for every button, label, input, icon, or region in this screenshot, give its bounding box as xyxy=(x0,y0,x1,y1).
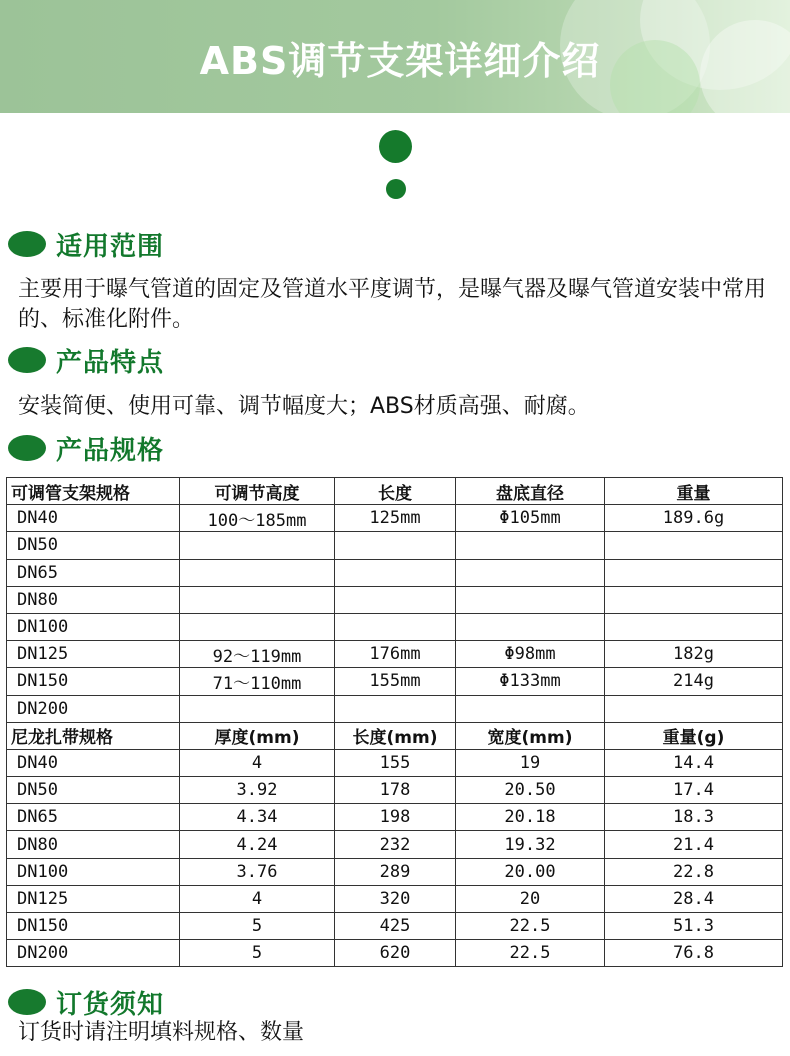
table-cell: 155 xyxy=(335,749,456,776)
table-cell xyxy=(335,586,456,613)
table-header-cell: 厚度(mm) xyxy=(180,722,335,749)
table-row xyxy=(7,613,783,640)
table-cell: 21.4 xyxy=(605,831,783,858)
table-cell: 320 xyxy=(335,885,456,912)
section-title: 产品特点 xyxy=(56,347,165,378)
table-cell: 182g xyxy=(605,641,783,668)
table-header-cell: 尼龙扎带规格 xyxy=(7,722,180,749)
table-cell xyxy=(456,532,605,559)
table-cell: 76.8 xyxy=(605,940,783,967)
table-cell xyxy=(180,613,335,640)
table-header-cell: 可调节高度 xyxy=(180,478,335,505)
table-row xyxy=(7,532,783,559)
section-features-heading xyxy=(8,342,164,378)
table-row xyxy=(7,804,783,831)
table-cell: 176mm xyxy=(335,641,456,668)
table-cell: 19.32 xyxy=(456,831,605,858)
table-cell xyxy=(180,532,335,559)
table-cell: 198 xyxy=(335,804,456,831)
table-cell: 4.24 xyxy=(180,831,335,858)
table-header-row xyxy=(7,722,783,749)
table-cell: 178 xyxy=(335,777,456,804)
table-cell: 189.6g xyxy=(605,505,783,532)
table-cell: DN65 xyxy=(7,559,180,586)
table-row xyxy=(7,885,783,912)
table-cell: 20 xyxy=(456,885,605,912)
section-features-text: 安装简便、使用可靠、调节幅度大；ABS材质高强、耐腐。 xyxy=(18,394,590,419)
table-cell: 22.5 xyxy=(456,940,605,967)
table-cell xyxy=(335,613,456,640)
table-cell: Φ133mm xyxy=(456,668,605,695)
table-cell xyxy=(180,695,335,722)
table-cell xyxy=(456,586,605,613)
table-cell: DN125 xyxy=(7,885,180,912)
table-header-row xyxy=(7,478,783,505)
table-cell: DN200 xyxy=(7,695,180,722)
table-cell: Φ98mm xyxy=(456,641,605,668)
table-cell xyxy=(605,613,783,640)
leaf-bullet-icon xyxy=(8,347,46,373)
table-cell: DN125 xyxy=(7,641,180,668)
table-cell: 155mm xyxy=(335,668,456,695)
table-cell: 51.3 xyxy=(605,913,783,940)
table-cell: DN100 xyxy=(7,858,180,885)
table-cell: 71～110mm xyxy=(180,668,335,695)
table-row xyxy=(7,831,783,858)
table-cell xyxy=(605,695,783,722)
table-cell: DN80 xyxy=(7,831,180,858)
section-title: 适用范围 xyxy=(56,231,165,262)
table-cell: 18.3 xyxy=(605,804,783,831)
table-cell: 5 xyxy=(180,940,335,967)
table-header-cell: 宽度(mm) xyxy=(456,722,605,749)
table-row xyxy=(7,777,783,804)
table-header-cell: 长度 xyxy=(335,478,456,505)
table-header-cell: 盘底直径 xyxy=(456,478,605,505)
table-cell: 20.18 xyxy=(456,804,605,831)
table-cell xyxy=(180,559,335,586)
table-cell xyxy=(605,586,783,613)
table-cell: 425 xyxy=(335,913,456,940)
section-title: 产品规格 xyxy=(56,435,165,466)
leaf-bullet-icon xyxy=(8,435,46,461)
table-cell: DN150 xyxy=(7,668,180,695)
table-row xyxy=(7,668,783,695)
spec-table xyxy=(6,477,783,967)
section-title: 订货须知 xyxy=(56,989,165,1020)
table-cell xyxy=(335,532,456,559)
table-cell xyxy=(605,532,783,559)
table-cell: 20.00 xyxy=(456,858,605,885)
table-cell: 3.76 xyxy=(180,858,335,885)
table-row xyxy=(7,940,783,967)
table-header-cell: 重量 xyxy=(605,478,783,505)
table-row xyxy=(7,559,783,586)
table-row xyxy=(7,913,783,940)
section-scope-heading xyxy=(8,226,164,262)
table-cell: DN80 xyxy=(7,586,180,613)
table-cell: 20.50 xyxy=(456,777,605,804)
table-header-cell: 长度(mm) xyxy=(335,722,456,749)
table-cell: 17.4 xyxy=(605,777,783,804)
table-cell: DN50 xyxy=(7,532,180,559)
table-cell: 5 xyxy=(180,913,335,940)
table-cell: DN40 xyxy=(7,749,180,776)
table-row xyxy=(7,858,783,885)
leaf-bullet-icon xyxy=(8,231,46,257)
table-cell xyxy=(456,559,605,586)
table-header-cell: 可调管支架规格 xyxy=(7,478,180,505)
table-cell: DN40 xyxy=(7,505,180,532)
table-cell: 232 xyxy=(335,831,456,858)
table-cell: 3.92 xyxy=(180,777,335,804)
table-cell: 14.4 xyxy=(605,749,783,776)
section-ordering-text: 订货时请注明填料规格、数量 xyxy=(18,1020,305,1045)
table-header-cell: 重量(g) xyxy=(605,722,783,749)
table-row xyxy=(7,505,783,532)
table-cell: 4 xyxy=(180,885,335,912)
table-cell: 19 xyxy=(456,749,605,776)
table-cell xyxy=(335,695,456,722)
section-ordering-heading xyxy=(8,984,164,1020)
table-row xyxy=(7,641,783,668)
table-cell: 214g xyxy=(605,668,783,695)
table-cell: 100～185mm xyxy=(180,505,335,532)
table-cell: 92～119mm xyxy=(180,641,335,668)
table-cell: Φ105mm xyxy=(456,505,605,532)
table-cell: DN50 xyxy=(7,777,180,804)
decorative-dot-large xyxy=(379,130,412,163)
table-row xyxy=(7,695,783,722)
table-cell: 289 xyxy=(335,858,456,885)
table-cell: 4.34 xyxy=(180,804,335,831)
table-cell: 22.5 xyxy=(456,913,605,940)
table-cell: 125mm xyxy=(335,505,456,532)
table-cell xyxy=(605,559,783,586)
table-cell: DN200 xyxy=(7,940,180,967)
table-cell xyxy=(335,559,456,586)
table-cell: 620 xyxy=(335,940,456,967)
table-cell: DN65 xyxy=(7,804,180,831)
table-cell: DN150 xyxy=(7,913,180,940)
table-cell: 28.4 xyxy=(605,885,783,912)
header-banner xyxy=(0,0,790,113)
table-cell: DN100 xyxy=(7,613,180,640)
table-cell: 4 xyxy=(180,749,335,776)
section-scope-text: 主要用于曝气管道的固定及管道水平度调节，是曝气器及曝气管道安装中常用的、标准化附件。 xyxy=(18,277,767,332)
table-row xyxy=(7,586,783,613)
table-cell xyxy=(456,613,605,640)
section-specs-heading xyxy=(8,430,164,466)
leaf-bullet-icon xyxy=(8,989,46,1015)
table-cell xyxy=(180,586,335,613)
table-row xyxy=(7,749,783,776)
table-cell: 22.8 xyxy=(605,858,783,885)
table-cell xyxy=(456,695,605,722)
decorative-dot-small xyxy=(386,179,406,199)
page-title: ABS调节支架详细介绍 xyxy=(199,39,601,83)
